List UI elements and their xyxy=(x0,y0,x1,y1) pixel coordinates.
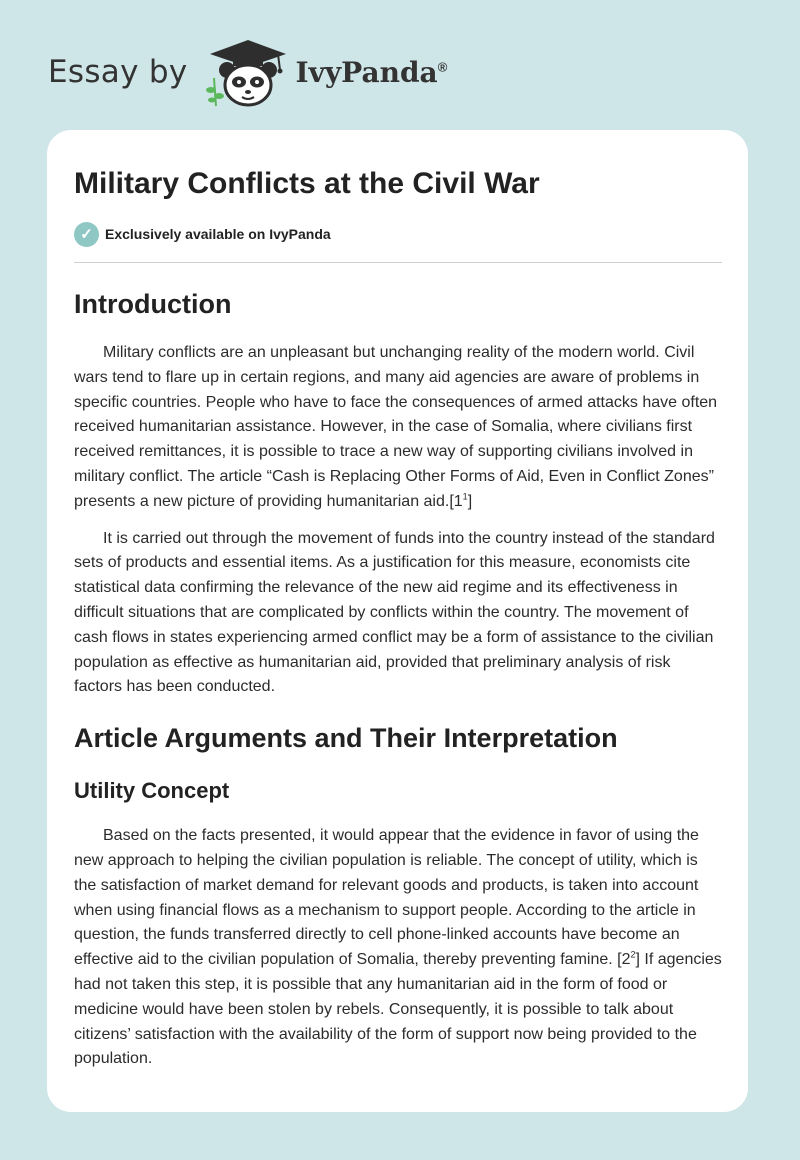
subsection-heading-utility: Utility Concept xyxy=(74,778,230,804)
paragraph: Military conflicts are an unpleasant but unchanging reality of the modern world. Civil wars tend to flare up in certain regions, and many aid agencies are aware of problems in specific countries. People who have to face the consequences of armed attacks have often received humanitarian assistance. However, in the case of Somalia, where civilians first received remittances, it is possible to trace a new way of supporting civilians involved in military conflict. The article “Cash is Replacing Other Forms of Aid, Even in Conflict Zones” presents a new picture of providing humanitarian $aid.[1^1]$ xyxy=(74,344,718,510)
paragraph: Based on the facts presented, it would appear that the evidence in favor of using the new approach to helping the civilian population is reliable. The concept of utility, which is the satisfaction of market demand for relevant goods and products, is taken into account when using financial flows as a mechanism to support people. According to the article in question, the funds transferred directly to cell phone-linked accounts have become an effective aid to the civilian population of Somalia, thereby preventing famine. $[2^2]$ If agencies had not taken this step, it is possible that any humanitarian aid in the form of food or medicine would have been stolen by rebels. Consequently, it is possible to talk about citizens’ satisfaction with the availability of the form of support now being provided to the population. xyxy=(74,827,722,1068)
brand-header[interactable] xyxy=(48,36,447,108)
citation-link[interactable]: $[2^2]$ xyxy=(617,949,640,969)
citation-link[interactable]: $[1^1]$ xyxy=(449,491,473,510)
section-heading-arguments: Article Arguments and Their Interpretation xyxy=(74,723,618,754)
registered-mark: ® xyxy=(437,59,448,75)
section-heading-introduction: Introduction xyxy=(74,289,232,319)
check-icon: ✓ xyxy=(74,222,99,247)
exclusive-badge xyxy=(74,221,722,247)
paragraph: It is carried out through the movement of funds into the country instead of the standard sets of products and essential items. As a justification for this measure, economists cite statistical data confirming the relevance of the new aid regime and its effectiveness in difficult situations that are complicated by conflicts within the country. The movement of cash flows in states experiencing armed conflict may be a form of assistance to the civilian population as effective as humanitarian aid, provided that preliminary analysis of risk factors has been conducted. xyxy=(74,529,715,696)
panda-logo-icon xyxy=(202,36,294,108)
brand-name: IvyPanda® xyxy=(295,55,448,89)
essay-card xyxy=(47,130,748,1112)
title-divider xyxy=(74,262,722,263)
exclusive-label: Exclusively available on IvyPanda xyxy=(105,226,331,242)
brand-prefix: Essay by xyxy=(48,54,188,90)
page-title: Military Conflicts at the Civil War xyxy=(74,167,540,200)
